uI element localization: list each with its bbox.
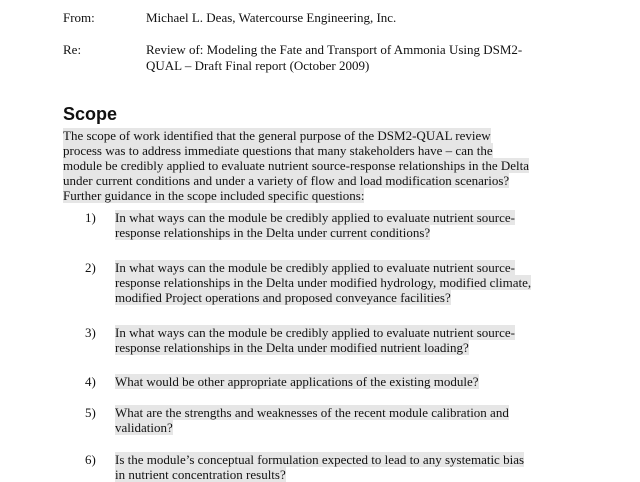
question-line: In what ways can the module be credibly applied to evaluate nutrient source- [115, 210, 515, 225]
question-line: validation? [115, 420, 173, 435]
question-number: 3) [85, 325, 96, 340]
question-line: What would be other appropriate applications of the existing module? [115, 374, 479, 389]
question-line: In what ways can the module be credibly applied to evaluate nutrient source- [115, 325, 515, 340]
scope-heading: Scope [63, 104, 118, 124]
from-value: Michael L. Deas, Watercourse Engineering, Inc. [146, 10, 397, 25]
question-number: 4) [85, 374, 96, 389]
question-line: response relationships in the Delta under current conditions? [115, 225, 431, 240]
question-line: modified Project operations and proposed conveyance facilities? [115, 290, 451, 305]
intro-line: module be credibly applied to evaluate nutrient source-response relationships in the Delta [63, 158, 530, 173]
intro-line: The scope of work identified that the general purpose of the DSM2-QUAL review [63, 128, 491, 143]
question-line: In what ways can the module be credibly applied to evaluate nutrient source- [115, 260, 515, 275]
question-number: 1) [85, 210, 96, 225]
question-number: 6) [85, 452, 96, 467]
question-number: 2) [85, 260, 96, 275]
question-line: response relationships in the Delta under modified hydrology, modified climate, [115, 275, 532, 290]
question-line: What are the strengths and weaknesses of the recent module calibration and [115, 405, 509, 420]
re-value [146, 42, 586, 74]
re-line-1: Review of: Modeling the Fate and Transport of Ammonia Using DSM2- [146, 42, 523, 57]
intro-line: Further guidance in the scope included specific questions: [63, 188, 365, 203]
intro-line: process was to address immediate questions that many stakeholders have – can the [63, 143, 493, 158]
question-line: response relationships in the Delta under modified nutrient loading? [115, 340, 469, 355]
intro-line: under current conditions and under a variety of flow and load modification scenarios? [63, 173, 510, 188]
re-label: Re: [63, 42, 82, 57]
question-number: 5) [85, 405, 96, 420]
from-label: From: [63, 10, 95, 25]
re-line-2: QUAL – Draft Final report (October 2009) [146, 58, 370, 73]
question-line: in nutrient concentration results? [115, 467, 286, 482]
question-line: Is the module’s conceptual formulation expected to lead to any systematic bias [115, 452, 525, 467]
